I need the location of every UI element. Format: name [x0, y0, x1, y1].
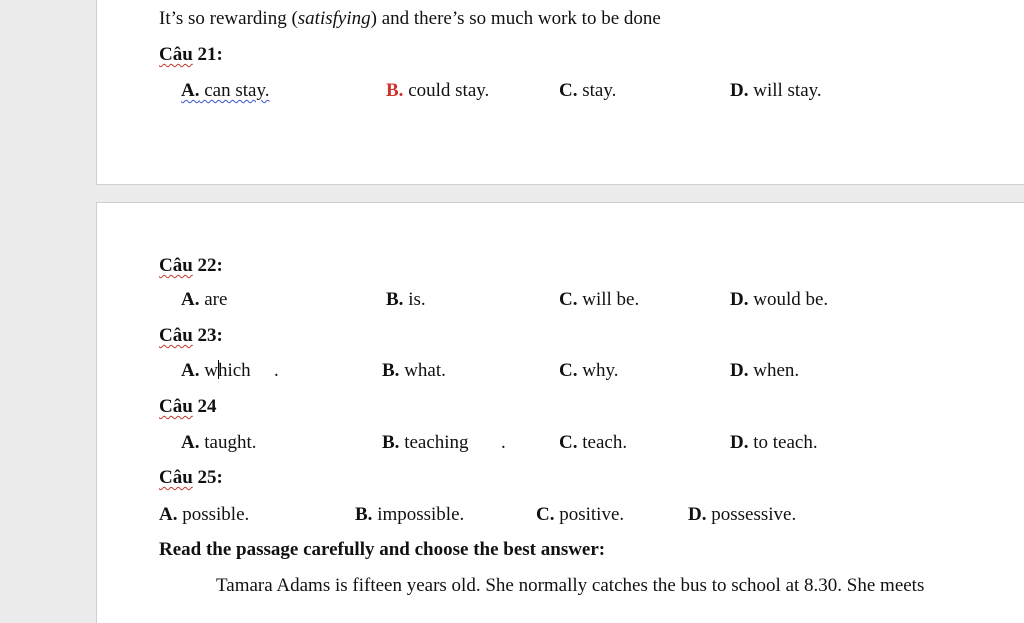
question-word: Câu — [159, 44, 193, 65]
question-number: 22: — [197, 255, 223, 276]
q24-option-d[interactable]: D. to teach. — [730, 432, 818, 453]
intro-italic: satisfying — [297, 8, 371, 29]
question-word: Câu — [159, 325, 193, 346]
question-25-label — [159, 467, 223, 489]
q23-option-a-trailing-dot: . — [274, 360, 279, 381]
question-number: 24 — [197, 396, 217, 417]
q23-option-d[interactable]: D. when. — [730, 360, 800, 381]
q21-option-a[interactable]: A. can stay. — [181, 80, 270, 101]
question-number: 25: — [197, 467, 223, 488]
intro-text-after: ) and there’s so much work to be done — [370, 8, 661, 29]
q21-option-d[interactable]: D. will stay. — [730, 80, 822, 101]
question-21-label — [159, 44, 223, 66]
q24-option-b[interactable]: B. teaching — [382, 432, 469, 453]
question-23-label — [159, 325, 223, 347]
passage-text: Tamara Adams is fifteen years old. She normally catches the bus to school at 8.30. She meets — [216, 575, 925, 596]
q21-option-c[interactable]: C. stay. — [559, 80, 617, 101]
intro-text-before: It’s so rewarding ( — [159, 8, 298, 29]
q22-option-d[interactable]: D. would be. — [730, 289, 829, 310]
q22-option-a[interactable]: A. are — [181, 289, 228, 310]
q25-option-b[interactable]: B. impossible. — [355, 504, 465, 525]
passage-instruction: Read the passage carefully and choose the best answer: — [159, 539, 606, 560]
question-24-label — [159, 396, 217, 418]
q25-option-d[interactable]: D. possessive. — [688, 504, 797, 525]
q23-option-c[interactable]: C. why. — [559, 360, 619, 381]
q24-option-c[interactable]: C. teach. — [559, 432, 628, 453]
q22-option-b[interactable]: B. is. — [386, 289, 426, 310]
question-22-label — [159, 255, 223, 277]
q23-option-a[interactable]: A. which — [181, 360, 251, 381]
q23-option-b[interactable]: B. what. — [382, 360, 446, 381]
q22-option-c[interactable]: C. will be. — [559, 289, 640, 310]
q21-option-b[interactable]: B. could stay. — [386, 80, 490, 101]
question-number: 21: — [197, 44, 223, 65]
q24-option-b-trailing-dot: . — [501, 432, 506, 453]
q24-option-a[interactable]: A. taught. — [181, 432, 257, 453]
question-word: Câu — [159, 396, 193, 417]
q25-option-c[interactable]: C. positive. — [536, 504, 625, 525]
question-word: Câu — [159, 255, 193, 276]
intro-sentence — [159, 8, 661, 30]
question-number: 23: — [197, 325, 223, 346]
question-word: Câu — [159, 467, 193, 488]
q25-option-a[interactable]: A. possible. — [159, 504, 250, 525]
